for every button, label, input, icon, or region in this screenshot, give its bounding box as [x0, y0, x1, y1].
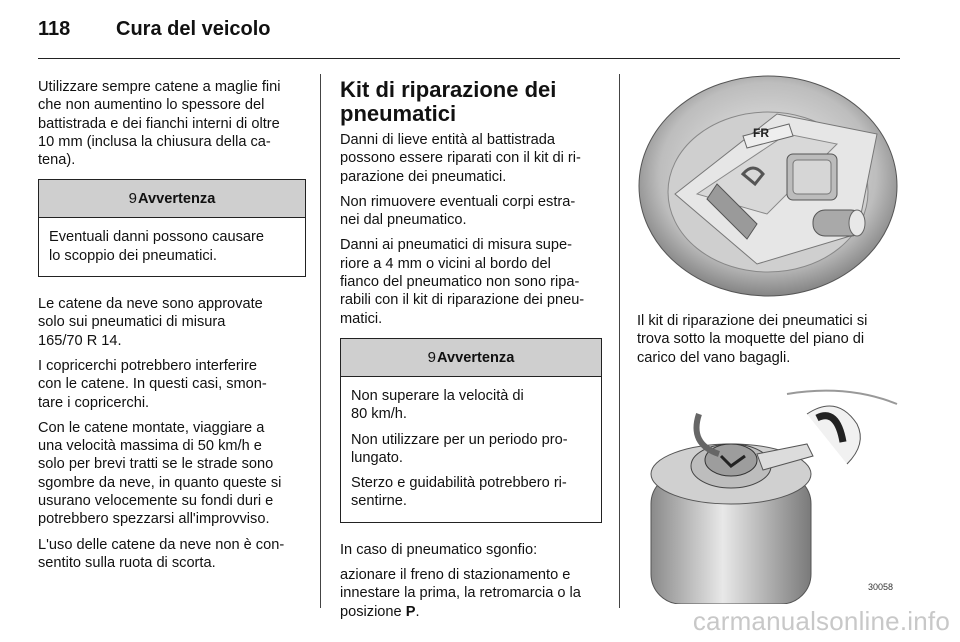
fr-label: FR: [753, 126, 769, 140]
column-right: [637, 78, 905, 604]
paragraph: [340, 566, 602, 621]
warning-header: [39, 180, 305, 218]
warning-title: Avvertenza: [437, 349, 515, 366]
warning-body: [39, 218, 305, 276]
warning-icon: 9: [427, 348, 436, 366]
column-divider-1: [320, 74, 321, 608]
warning-body: [341, 377, 601, 522]
watermark: carmanualsonline.info: [692, 606, 950, 636]
gear-position-p: P: [405, 603, 416, 620]
paragraph: Danni ai pneumatici di misura supe- riore a 4 mm o vicini al bordo del fianco del pneumatico non sono ripa- rabili con il kit di riparazione dei pneu- matici.: [340, 237, 585, 327]
warning-header: [341, 339, 601, 377]
warning-item: Non superare la velocità di 80 km/h.: [351, 387, 524, 423]
image-code: 30058: [867, 581, 893, 592]
column-left: [38, 78, 306, 579]
kit-location-caption: Il kit di riparazione dei pneumatici si trova sotto la moquette del piano di carico del vano bagagli.: [637, 313, 868, 366]
warning-icon: 9: [128, 190, 137, 208]
paragraph: L'uso delle catene da neve non è con- sentito sulla ruota di scorta.: [38, 536, 285, 571]
paragraph: In caso di pneumatico sgonfio:: [340, 541, 538, 558]
header-rule: [38, 58, 900, 59]
paragraph: Danni di lieve entità al battistrada possono essere riparati con il kit di ri- parazione dei pneumatici.: [340, 132, 581, 185]
paragraph: Le catene da neve sono approvate solo sui pneumatici di misura 165/70 R 14.: [38, 296, 263, 349]
paragraph: Con le catene montate, viaggiare a una velocità massima di 50 km/h e solo per brevi tratti se le strade sono sgombre da neve, in quanto queste si usurano velocemente su fondi duri e potrebbero spezzarsi all'improvviso.: [38, 419, 282, 528]
warning-item: Non utilizzare per un periodo pro- lungato.: [351, 431, 568, 466]
warning-title: Avvertenza: [138, 191, 216, 208]
column-divider-2: [619, 74, 620, 608]
paragraph: I copricerchi potrebbero interferire con le catene. In questi casi, smon- tare i copricerchi.: [38, 357, 267, 411]
sealant-bottle-drawing: [637, 374, 899, 604]
paragraph-end: .: [415, 603, 420, 620]
tire-sealant-bottle-illustration: [637, 374, 899, 604]
paragraph-text: azionare il freno di stazionamento e innestare la prima, la retromarcia o la posizione: [340, 567, 581, 620]
tire-repair-kit-illustration: [637, 74, 899, 298]
warning-text: Eventuali danni possono causare lo scoppio dei pneumatici.: [49, 229, 265, 264]
warning-item: Sterzo e guidabilità potrebbero ri- sentirne.: [351, 475, 567, 510]
warning-box-middle: [340, 338, 602, 523]
page-title: Cura del veicolo: [116, 18, 271, 40]
snow-chains-intro: Utilizzare sempre catene a maglie fini che non aumentino lo spessore del battistrada e dei fianchi interni di oltre 10 mm (inclusa la chiusura della ca- tena).: [38, 79, 281, 169]
paragraph: Non rimuovere eventuali corpi estra- nei dal pneumatico.: [340, 193, 576, 229]
page-number: 118: [38, 18, 71, 40]
column-middle: [340, 78, 602, 628]
section-title: Kit di riparazione dei pneumatici: [340, 77, 557, 126]
warning-box-left: [38, 179, 306, 277]
